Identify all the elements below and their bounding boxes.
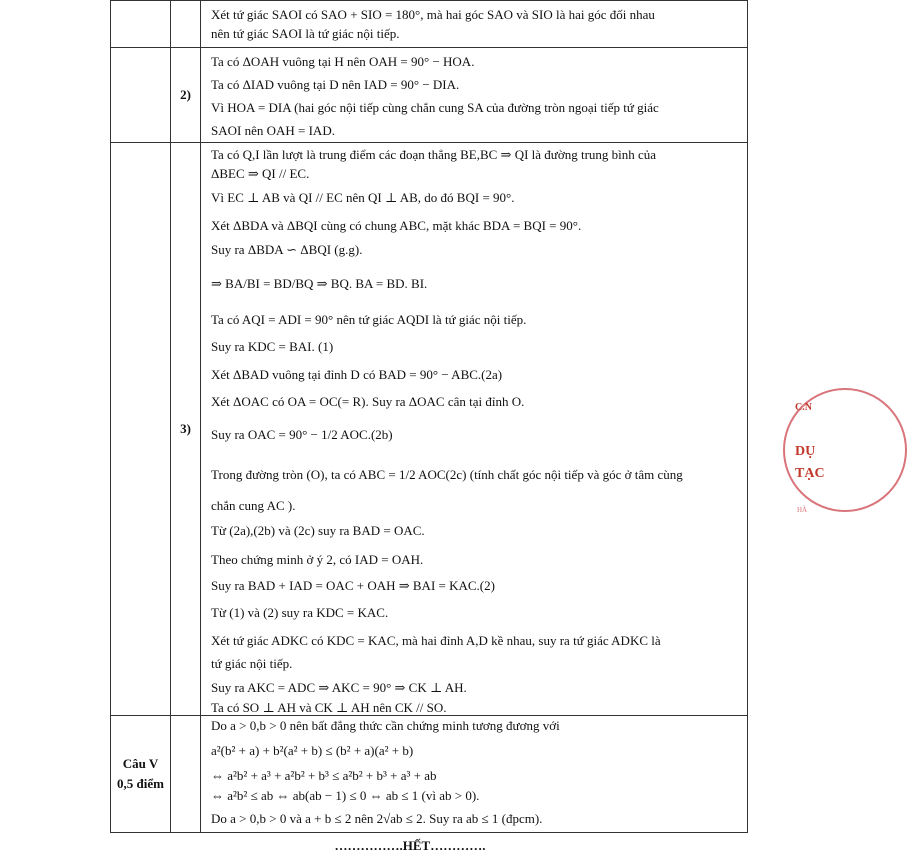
text-line: ΔBEC ⇒ QI // EC. — [211, 166, 310, 181]
answer-table — [110, 0, 748, 833]
question-cell — [111, 1, 171, 48]
text-line: nên tứ giác SAOI là tứ giác nội tiếp. — [211, 26, 400, 41]
stamp-text-small: HÀ — [797, 506, 808, 514]
text-line: Ta có ΔOAH vuông tại H nên OAH = 90° − HOA. — [211, 54, 475, 69]
text-line: Từ (2a),(2b) và (2c) suy ra BAD = OAC. — [211, 523, 425, 538]
text-line: Do a > 0,b > 0 và a + b ≤ 2 nên 2√ab ≤ 2. Suy ra ab ≤ 1 (đpcm). — [211, 811, 543, 826]
text-line: chắn cung AC ). — [211, 498, 296, 513]
text-line: Xét ΔBDA và ΔBQI cùng có chung ABC, mặt khác BDA = BQI = 90°. — [211, 218, 582, 233]
text-line: Ta có AQI = ADI = 90° nên tứ giác AQDI là tứ giác nội tiếp. — [211, 312, 527, 327]
part-label: 2) — [171, 48, 201, 143]
question-cell — [111, 143, 171, 716]
stamp-text-mid1: DỤ — [795, 444, 816, 459]
fraction-line: ⇒ BA/BI = BD/BQ ⇒ BQ. BA = BD. BI. — [211, 276, 428, 291]
text-line: Do a > 0,b > 0 nên bất đẳng thức cần chứng minh tương đương với — [211, 718, 560, 733]
question-label: Câu V — [122, 756, 159, 771]
text-line: ⇔ a²b² + a³ + a²b² + b³ ≤ a²b² + b³ + a³ + ab — [211, 768, 437, 783]
solution-cell — [201, 1, 748, 48]
stamp-text-mid2: TẠC — [795, 466, 825, 481]
text-line: Suy ra ΔBDA ∽ ΔBQI (g.g). — [211, 242, 363, 257]
question-cell — [111, 716, 171, 833]
solution-cell — [201, 143, 748, 716]
text-line: Vì EC ⊥ AB và QI // EC nên QI ⊥ AB, do đó BQI = 90°. — [211, 190, 515, 205]
text-line: Ta có Q,I lần lượt là trung điểm các đoạn thẳng BE,BC ⇒ QI là đường trung bình của — [211, 147, 657, 162]
text-line: Trong đường tròn (O), ta có ABC = 1/2 AOC(2c) (tính chất góc nội tiếp và góc ở tâm cùng — [211, 467, 683, 482]
question-cell — [111, 48, 171, 143]
table-row — [111, 1, 748, 48]
text-line: tứ giác nội tiếp. — [211, 656, 293, 671]
score-label: 0,5 điểm — [117, 776, 164, 791]
solution-cell — [201, 716, 748, 833]
table-row — [111, 48, 748, 143]
text-line: Ta có ΔIAD vuông tại D nên IAD = 90° − DIA. — [211, 77, 460, 92]
text-line: a²(b² + a) + b²(a² + b) ≤ (b² + a)(a² + b) — [211, 743, 414, 758]
official-stamp — [775, 388, 825, 528]
end-marker: …………….HẾT…………. — [334, 838, 486, 853]
table-row — [111, 143, 748, 716]
part-cell — [171, 716, 201, 833]
text-line: Xét tứ giác ADKC có KDC = KAC, mà hai đỉnh A,D kề nhau, suy ra tứ giác ADKC là — [211, 633, 661, 648]
text-line: Vì HOA = DIA (hai góc nội tiếp cùng chắn cung SA của đường tròn ngoại tiếp tứ giác — [211, 100, 659, 115]
text-line: Suy ra OAC = 90° − 1/2 AOC.(2b) — [211, 427, 393, 442]
text-line: Ta có SO ⊥ AH và CK ⊥ AH nên CK // SO. — [211, 700, 447, 715]
text-line: ⇔ a²b² ≤ ab ⇔ ab(ab − 1) ≤ 0 ⇔ ab ≤ 1 (vì ab > 0). — [211, 788, 480, 803]
text-line: Suy ra BAD + IAD = OAC + OAH ⇒ BAI = KAC.(2) — [211, 578, 495, 593]
table-row — [111, 716, 748, 833]
text-line: SAOI nên OAH = IAD. — [211, 123, 335, 138]
text-line: Xét ΔOAC có OA = OC(= R). Suy ra ΔOAC cân tại đỉnh O. — [211, 394, 525, 409]
part-cell — [171, 1, 201, 48]
part-label: 3) — [171, 143, 201, 716]
stamp-text-top: C.N — [795, 402, 812, 413]
text-line: Xét ΔBAD vuông tại đỉnh D có BAD = 90° − ABC.(2a) — [211, 367, 503, 382]
text-line: Xét tứ giác SAOI có SAO + SIO = 180°, mà hai góc SAO và SIO là hai góc đối nhau — [211, 7, 655, 22]
solution-cell — [201, 48, 748, 143]
text-line: Suy ra KDC = BAI. (1) — [211, 339, 334, 354]
text-line: Suy ra AKC = ADC ⇒ AKC = 90° ⇒ CK ⊥ AH. — [211, 680, 467, 695]
text-line: Theo chứng minh ở ý 2, có IAD = OAH. — [211, 552, 424, 567]
text-line: Từ (1) và (2) suy ra KDC = KAC. — [211, 605, 389, 620]
